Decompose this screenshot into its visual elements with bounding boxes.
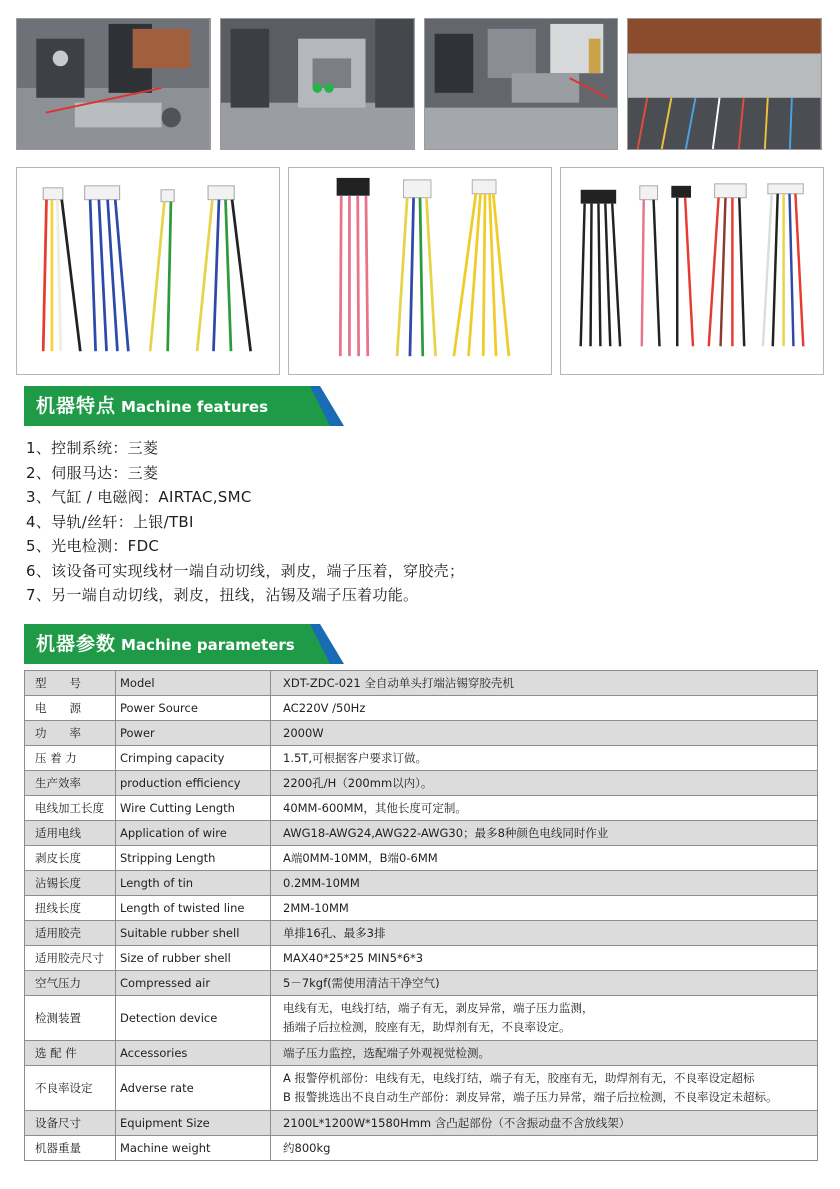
- table-row: [25, 671, 818, 696]
- table-row: [25, 921, 818, 946]
- table-row: [25, 946, 818, 971]
- param-label-en: Machine weight: [116, 1136, 271, 1161]
- harness-sample-row: [16, 167, 824, 377]
- table-row: [25, 971, 818, 996]
- param-value: [271, 1136, 818, 1161]
- param-value-line: 2MM-10MM: [283, 900, 349, 915]
- table-row: [25, 796, 818, 821]
- param-value: [271, 921, 818, 946]
- param-label-cn: 型 号: [25, 671, 116, 696]
- param-value: [271, 771, 818, 796]
- param-value-line: 插端子后拉检测，胶座有无，助焊剂有无，不良率设定。: [283, 1020, 571, 1034]
- param-value-line: 2000W: [283, 725, 324, 740]
- param-value-line: 0.2MM-10MM: [283, 875, 360, 890]
- param-value-line: B 报警挑选出不良自动生产部份：剥皮异常，端子压力异常，端子后拉检测，不良率设定未超标。: [283, 1090, 778, 1104]
- param-value-line: AWG18-AWG24,AWG22-AWG30；最多8种颜色电线同时作业: [283, 825, 609, 840]
- param-label-en: Length of twisted line: [116, 896, 271, 921]
- table-row: [25, 1066, 818, 1111]
- param-value: [271, 746, 818, 771]
- param-label-cn: 电线加工长度: [25, 796, 116, 821]
- param-label-cn: 适用胶壳尺寸: [25, 946, 116, 971]
- param-value: [271, 971, 818, 996]
- param-label-cn: 功 率: [25, 721, 116, 746]
- table-row: [25, 846, 818, 871]
- feature-item: 6、该设备可实现线材一端自动切线，剥皮，端子压着，穿胶壳；: [26, 561, 465, 580]
- params-header: [24, 624, 344, 664]
- param-value-line: 电线有无，电线打结，端子有无，剥皮异常，端子压力监测，: [283, 1001, 594, 1015]
- params-header-cn: 机器参数: [36, 633, 117, 655]
- param-value: [271, 721, 818, 746]
- table-row: [25, 1111, 818, 1136]
- param-label-en: Length of tin: [116, 871, 271, 896]
- param-label-cn: 生产效率: [25, 771, 116, 796]
- param-label-en: Stripping Length: [116, 846, 271, 871]
- table-row: [25, 896, 818, 921]
- param-value-line: 2200孔/H（200mm以内）。: [283, 775, 433, 790]
- param-label-en: Application of wire: [116, 821, 271, 846]
- param-value: [271, 896, 818, 921]
- param-label-en: Size of rubber shell: [116, 946, 271, 971]
- param-label-en: Adverse rate: [116, 1066, 271, 1111]
- machine-photo-row: [16, 18, 822, 150]
- table-row: [25, 996, 818, 1041]
- param-value-line: A 报警停机部份：电线有无，电线打结，端子有无，胶座有无，助焊剂有无，不良率设定超标: [283, 1071, 755, 1085]
- param-value-line: 端子压力监控，选配端子外观视觉检测。: [283, 1045, 490, 1060]
- param-value-line: 40MM-600MM，其他长度可定制。: [283, 800, 467, 815]
- param-label-en: Equipment Size: [116, 1111, 271, 1136]
- param-value: [271, 996, 818, 1041]
- param-value-line: XDT-ZDC-021 全自动单头打端沾锡穿胶壳机: [283, 675, 514, 690]
- harness-sample-1: [16, 167, 280, 375]
- features-header-en: Machine features: [121, 398, 269, 416]
- table-row: [25, 721, 818, 746]
- param-label-en: Suitable rubber shell: [116, 921, 271, 946]
- table-row: [25, 871, 818, 896]
- features-list: [26, 436, 464, 608]
- param-label-cn: 剥皮长度: [25, 846, 116, 871]
- param-label-cn: 电 源: [25, 696, 116, 721]
- param-value: [271, 946, 818, 971]
- param-label-cn: 检测装置: [25, 996, 116, 1041]
- param-value: [271, 671, 818, 696]
- param-value-line: 2100L*1200W*1580Hmm 含凸起部份（不含振动盘不含放线架）: [283, 1115, 631, 1130]
- param-label-en: Power: [116, 721, 271, 746]
- params-table: [24, 670, 818, 1161]
- param-value: [271, 846, 818, 871]
- param-value: [271, 871, 818, 896]
- table-row: [25, 821, 818, 846]
- param-value-line: MAX40*25*25 MIN5*6*3: [283, 950, 424, 965]
- features-header: [24, 386, 344, 426]
- param-label-en: Compressed air: [116, 971, 271, 996]
- table-row: [25, 746, 818, 771]
- param-label-en: Crimping capacity: [116, 746, 271, 771]
- param-label-cn: 选 配 件: [25, 1041, 116, 1066]
- table-row: [25, 696, 818, 721]
- feature-item: 3、气缸 / 电磁阀：AIRTAC,SMC: [26, 488, 252, 506]
- feature-item: 5、光电检测：FDC: [26, 537, 160, 555]
- param-label-cn: 机器重量: [25, 1136, 116, 1161]
- feature-item: 2、伺服马达：三菱: [26, 463, 159, 482]
- param-label-en: production efficiency: [116, 771, 271, 796]
- feature-item: 7、另一端自动切线，剥皮，扭线，沾锡及端子压着功能。: [26, 586, 419, 604]
- param-label-cn: 扭线长度: [25, 896, 116, 921]
- table-row: [25, 771, 818, 796]
- param-value: [271, 796, 818, 821]
- param-label-en: Accessories: [116, 1041, 271, 1066]
- param-label-cn: 适用电线: [25, 821, 116, 846]
- param-value-line: 约800kg: [283, 1140, 331, 1155]
- table-row: [25, 1041, 818, 1066]
- param-label-en: Detection device: [116, 996, 271, 1041]
- harness-sample-3: [560, 167, 824, 375]
- param-label-en: Model: [116, 671, 271, 696]
- feature-item: 4、导轨/丝轩：上银/TBI: [26, 512, 194, 531]
- feature-item: 1、控制系统：三菱: [26, 439, 159, 457]
- param-value-line: 单排16孔、最多3排: [283, 925, 386, 940]
- features-header-cn: 机器特点: [36, 395, 117, 417]
- param-label-cn: 压 着 力: [25, 746, 116, 771]
- machine-photo-2: [220, 18, 415, 150]
- machine-photo-3: [424, 18, 619, 150]
- machine-photo-1: [16, 18, 211, 150]
- param-value-line: 5－7kgf(需使用清洁干净空气): [283, 975, 440, 990]
- param-value-line: AC220V /50Hz: [283, 700, 366, 715]
- param-label-cn: 设备尺寸: [25, 1111, 116, 1136]
- param-value: [271, 1066, 818, 1111]
- param-label-en: Wire Cutting Length: [116, 796, 271, 821]
- table-row: [25, 1136, 818, 1161]
- params-header-en: Machine parameters: [121, 636, 295, 654]
- harness-sample-2: [288, 167, 552, 375]
- param-value: [271, 1111, 818, 1136]
- param-label-cn: 不良率设定: [25, 1066, 116, 1111]
- param-label-en: Power Source: [116, 696, 271, 721]
- param-value-line: 1.5T,可根据客户要求订做。: [283, 750, 427, 765]
- param-value: [271, 696, 818, 721]
- machine-photo-4: [627, 18, 822, 150]
- param-value-line: A端0MM-10MM，B端0-6MM: [283, 850, 438, 865]
- param-value: [271, 1041, 818, 1066]
- param-label-cn: 沾锡长度: [25, 871, 116, 896]
- param-label-cn: 空气压力: [25, 971, 116, 996]
- param-value: [271, 821, 818, 846]
- param-label-cn: 适用胶壳: [25, 921, 116, 946]
